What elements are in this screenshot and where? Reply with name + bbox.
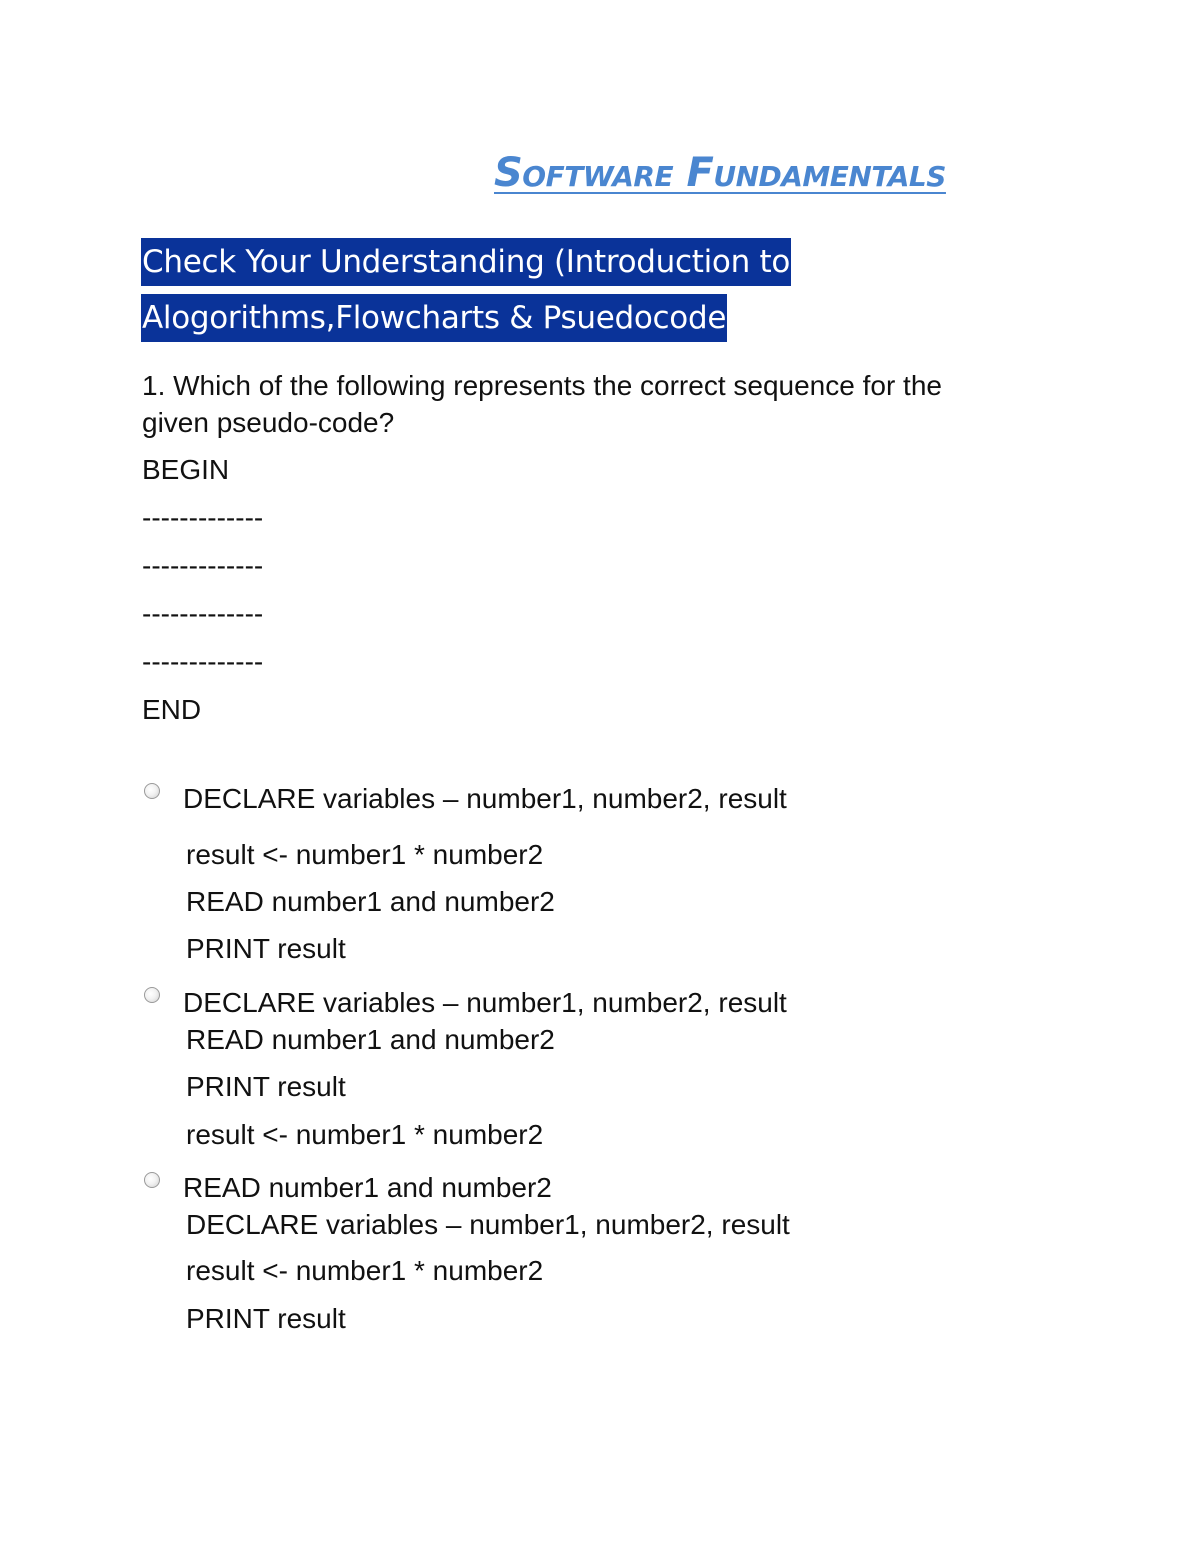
option-2-line-2: READ number1 and number2: [186, 1024, 555, 1055]
option-2-line-1: DECLARE variables – number1, number2, result: [183, 987, 787, 1018]
section-banner-line-1: Check Your Understanding (Introduction to: [141, 238, 791, 286]
question-text-line-1: 1. Which of the following represents the correct sequence for the: [142, 370, 942, 401]
code-blank-line: -------------: [142, 598, 264, 629]
option-1-line-4: PRINT result: [186, 933, 346, 964]
section-banner-line-2: Alogorithms,Flowcharts & Psuedocode: [141, 294, 727, 342]
option-3-line-1: READ number1 and number2: [183, 1172, 552, 1203]
option-1-line-3: READ number1 and number2: [186, 886, 555, 917]
option-1-radio[interactable]: [144, 783, 160, 799]
option-1-line-1: DECLARE variables – number1, number2, result: [183, 783, 787, 814]
document-title: Software Fundamentals: [494, 150, 946, 196]
option-3-radio[interactable]: [144, 1172, 160, 1188]
code-begin: BEGIN: [142, 454, 230, 485]
option-2-radio[interactable]: [144, 987, 160, 1003]
option-1-line-2: result <- number1 * number2: [186, 839, 544, 870]
code-blank-line: -------------: [142, 646, 264, 677]
option-3-line-2: DECLARE variables – number1, number2, result: [186, 1209, 790, 1240]
code-blank-line: -------------: [142, 502, 264, 533]
option-3-line-4: PRINT result: [186, 1303, 346, 1334]
code-end: END: [142, 694, 202, 725]
code-blank-line: -------------: [142, 550, 264, 581]
option-3-line-3: result <- number1 * number2: [186, 1255, 544, 1286]
question-text-line-2: given pseudo-code?: [142, 407, 395, 438]
option-2-line-4: result <- number1 * number2: [186, 1119, 544, 1150]
option-2-line-3: PRINT result: [186, 1071, 346, 1102]
